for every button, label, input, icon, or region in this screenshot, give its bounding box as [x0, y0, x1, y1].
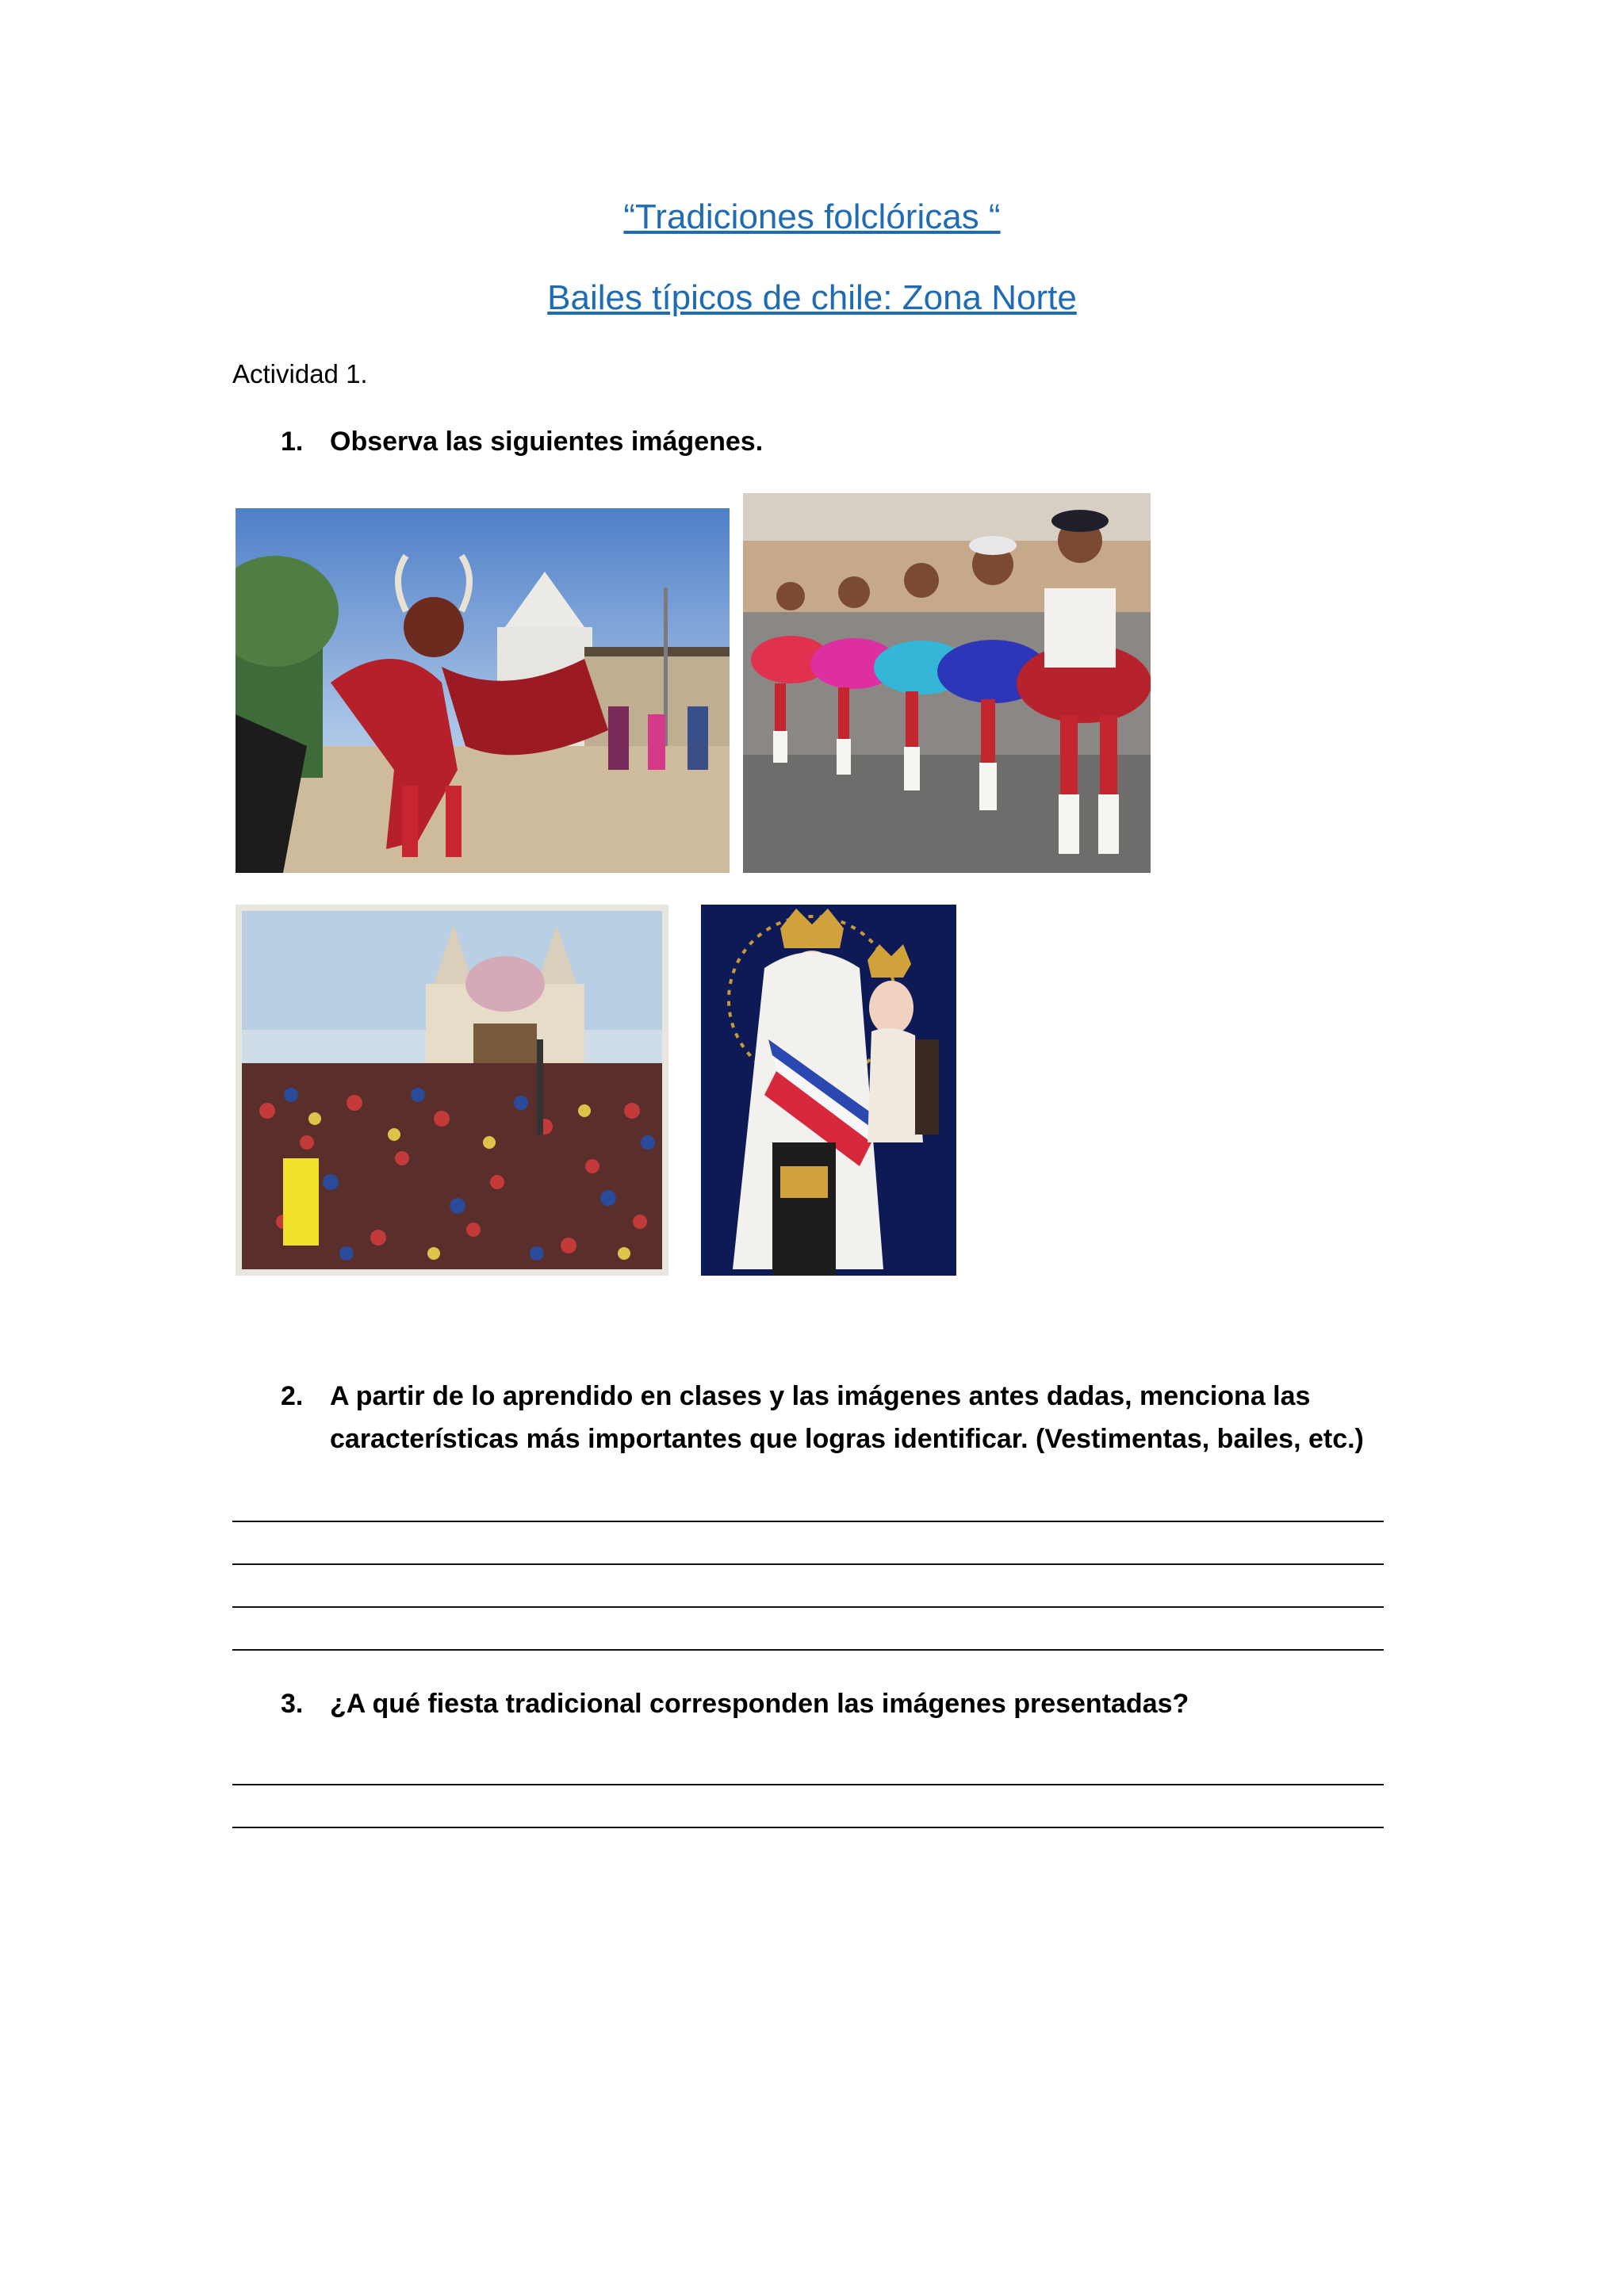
question-text: ¿A qué fiesta tradicional corresponden las imágenes presentadas?	[330, 1689, 1189, 1719]
page-title[interactable]: “Tradiciones folclóricas “	[623, 197, 1001, 236]
page-subtitle[interactable]: Bailes típicos de chile: Zona Norte	[547, 278, 1077, 317]
answer-line[interactable]	[232, 1563, 1384, 1565]
crowd-church-photo	[236, 905, 668, 1276]
question-number: 1.	[281, 427, 304, 457]
answer-line[interactable]	[232, 1606, 1384, 1608]
virgin-child-statue-photo	[701, 905, 956, 1276]
answer-line[interactable]	[232, 1521, 1384, 1522]
dancers-colorful-dresses-photo	[743, 493, 1151, 873]
question-number: 2.	[281, 1381, 304, 1411]
question-text-line-1: A partir de lo aprendido en clases y las imágenes antes dadas, menciona las	[330, 1381, 1311, 1411]
question-text: Observa las siguientes imágenes.	[330, 427, 764, 457]
question-text-line-2: características más importantes que logras identificar. (Vestimentas, bailes, etc.)	[330, 1424, 1364, 1454]
question-number: 3.	[281, 1689, 304, 1719]
activity-label: Actividad 1.	[232, 359, 368, 388]
diablada-dancer-photo	[236, 508, 730, 873]
answer-line[interactable]	[232, 1649, 1384, 1651]
answer-line[interactable]	[232, 1784, 1384, 1785]
answer-line[interactable]	[232, 1827, 1384, 1828]
